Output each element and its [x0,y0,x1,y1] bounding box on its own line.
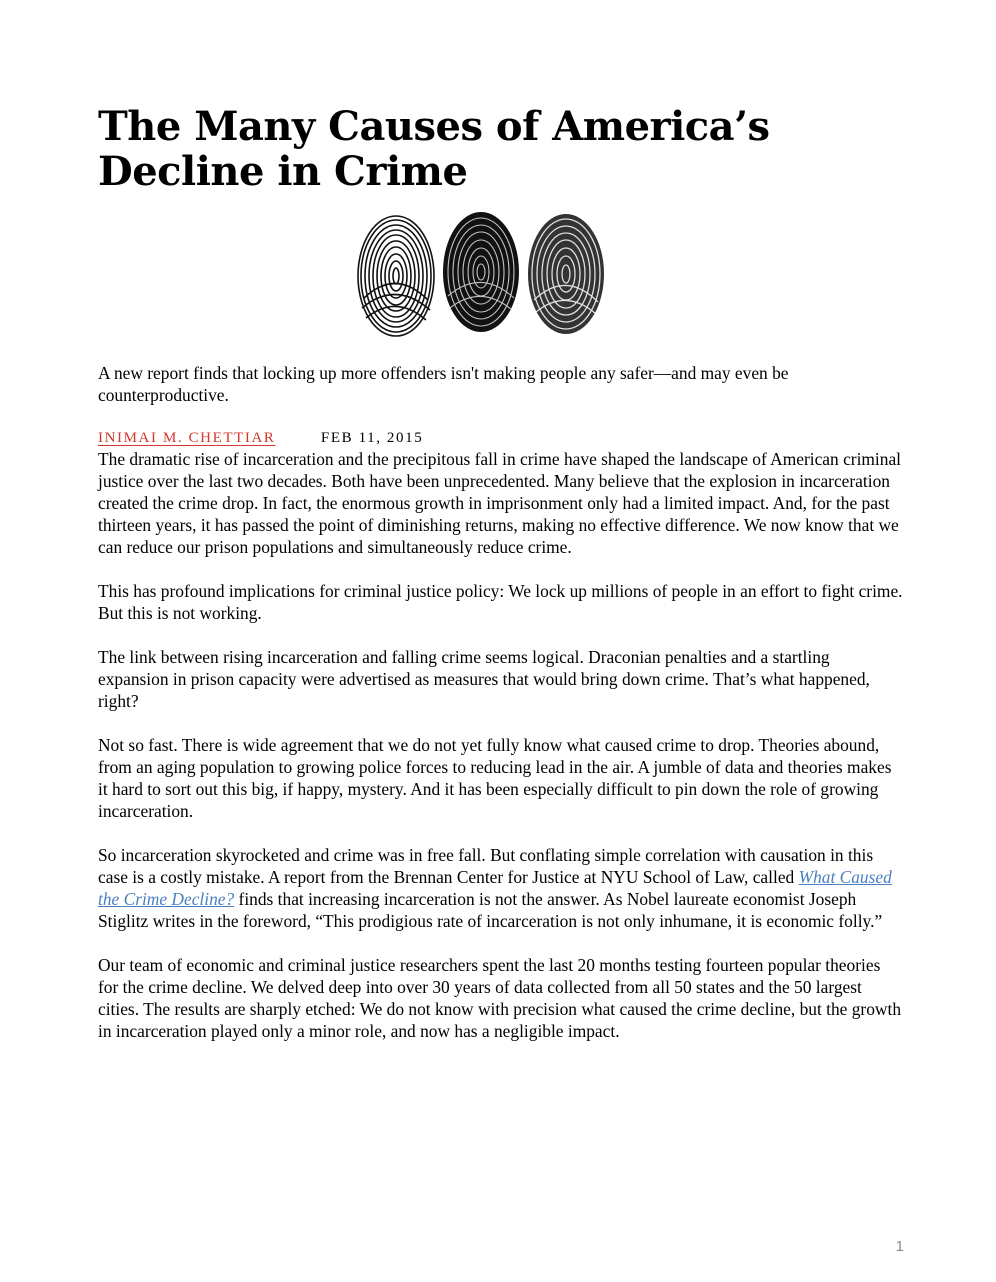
paragraph-4: Not so fast. There is wide agreement that we do not yet fully know what caused crime to drop. Theories abound, from an aging population to growing police forces to reducing lead in the air. A jumble of data and theories makes it hard to sort out this big, if happy, mystery. And it has been especially difficult to pin down the role of growing incarceration. [98,735,892,821]
article-body [98,362,904,1064]
report-link[interactable]: What Caused the Crime Decline? [98,867,892,909]
page-number: 1 [895,1238,904,1255]
paragraph-6: Our team of economic and criminal justice researchers spent the last 20 months testing fourteen popular theories for the crime decline. We delved deep into over 30 years of data collected from all 50 states and the 50 largest cities. The results are sharply etched: We do not know with precision what caused the crime decline, but the growth in incarceration played only a minor role, and now has a negligible impact. [98,955,902,1041]
paragraph-5-text-before-link: So incarceration skyrocketed and crime was in free fall. But conflating simple correlation with causation in this case is a costly mistake. A report from the Brennan Center for Justice at NYU School of Law, called [98,845,874,887]
paragraph-1: The dramatic rise of incarceration and the precipitous fall in crime have shaped the landscape of American criminal justice over the last two decades. Both have been unprecedented. Many believe that the explosion in incarceration created the crime drop. In fact, the enormous growth in imprisonment only had a limited impact. And, for the past thirteen years, it has passed the point of diminishing returns, making no effective difference. We now know that we can reduce our prison populations and simultaneously reduce crime. [98,449,902,557]
paragraph-3: The link between rising incarceration and falling crime seems logical. Draconian penalties and a startling expansion in prison capacity were advertised as measures that would bring down crime. That’s what happened, right? [98,647,870,711]
fingerprint-middle [443,212,519,332]
article-title [98,104,898,194]
fingerprint-right [528,214,604,334]
article-title-line-1: The Many Causes of America’s [98,103,770,150]
paragraph-5 [98,844,904,932]
article-dek: A new report finds that locking up more offenders isn't making people any safer—and may even be counterproductive. [98,363,789,405]
paragraph-5-text-after-link: finds that increasing incarceration is not the answer. As Nobel laureate economist Joseph Stiglitz writes in the foreword, “This prodigious rate of incarceration is not only inhumane, it is economic folly.” [98,889,883,931]
article-title-line-2: Decline in Crime [98,148,468,195]
fingerprints-image [350,208,612,344]
paragraph-2: This has profound implications for criminal justice policy: We lock up millions of people in an effort to fight crime. But this is not working. [98,581,903,623]
byline [98,428,904,448]
publish-date: FEB 11, 2015 [320,430,424,446]
author-link[interactable]: INIMAI M. CHETTIAR [98,430,276,446]
fingerprint-left [358,216,434,336]
